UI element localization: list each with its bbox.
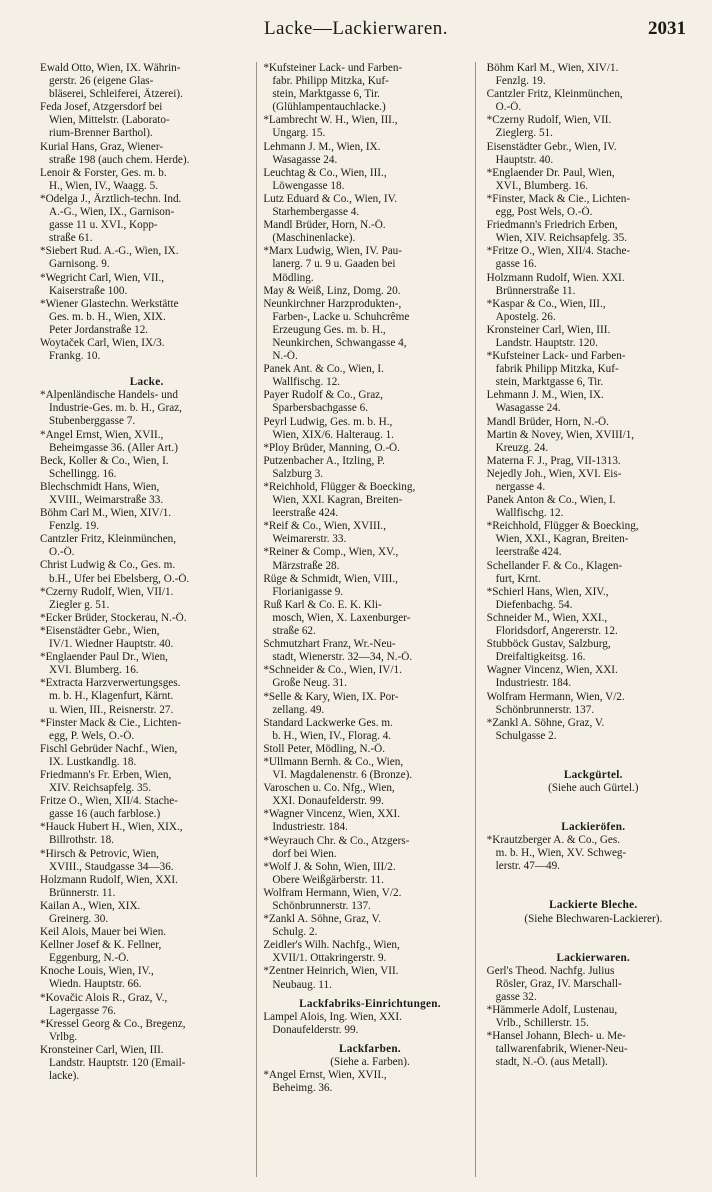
section-heading: Lackgürtel. — [563, 768, 623, 781]
listing-line: *Ecker Brüder, Stockerau, N.-Ö. — [40, 611, 187, 624]
listing-continuation: Ges. m. b. H., Wien, XIX. — [49, 310, 166, 323]
listing-continuation: Löwengasse 18. — [272, 179, 345, 192]
listing-continuation: b. H., Wien, IV., Florag. 4. — [272, 729, 392, 742]
section-heading: Lackierte Bleche. — [549, 899, 638, 912]
listing-line: *Schierl Hans, Wien, XIV., — [486, 585, 609, 598]
column-middle — [263, 62, 476, 1177]
column-divider — [475, 62, 476, 1177]
listing-line: Kurial Hans, Graz, Wiener- — [40, 140, 164, 153]
listing-continuation: Lagergasse 76. — [49, 1004, 116, 1017]
listing-continuation: u. Wien, III., Reisnerstr. 27. — [49, 703, 174, 716]
listing-line: Stubböck Gustav, Salzburg, — [486, 638, 611, 651]
cross-reference: (Siehe a. Farben). — [330, 1056, 410, 1069]
listing-line: *Krautzberger A. & Co., Ges. — [486, 834, 621, 847]
listing-continuation: Floridsdorf, Angererstr. 12. — [495, 625, 618, 638]
listing-continuation: gerstr. 26 (eigene Glas- — [49, 75, 154, 88]
listing-line: Leuchtag & Co., Wien, III., — [263, 166, 387, 179]
listing-continuation: Erzeugung Ges. m. b. H., — [272, 323, 386, 336]
listing-line: *Eisenstädter Gebr., Wien, — [40, 624, 160, 637]
listing-continuation: H., Wien, IV., Waagg. 5. — [49, 179, 158, 192]
listing-line: *Ullmann Bernh. & Co., Wien, — [263, 755, 404, 768]
listing-line: *Hirsch & Petrovic, Wien, — [40, 847, 159, 860]
listing-continuation: b.H., Ufer bei Ebelsberg, O.-Ö. — [49, 572, 190, 585]
listing-line: *Reichhold, Flügger & Boecking, — [263, 481, 416, 493]
listing-continuation: gasse 32. — [495, 990, 537, 1003]
listing-continuation: XVII/1. Ottakringerstr. 9. — [272, 952, 387, 965]
listing-line: Peyrl Ludwig, Ges. m. b. H., — [263, 415, 393, 428]
listing-line: Schmutzhart Franz, Wr.-Neu- — [263, 638, 396, 651]
listing-continuation: Brünnerstr. 11. — [49, 886, 116, 899]
listing-line: Böhm Carl M., Wien, XIV/1. — [40, 507, 172, 520]
spacer — [487, 926, 700, 939]
listing-line: Payer Rudolf & Co., Graz, — [263, 389, 383, 402]
listing-continuation: XVIII., Weimarstraße 33. — [49, 494, 164, 506]
listing-continuation: nergasse 4. — [495, 481, 546, 493]
listing-line: Beck, Koller & Co., Wien, I. — [40, 454, 169, 467]
listing-line: *Weyrauch Chr. & Co., Atzgers- — [263, 834, 410, 847]
listing-continuation: Stubenberggasse 7. — [49, 415, 136, 428]
listing-line: Panek Anton & Co., Wien, I. — [486, 494, 616, 507]
listing-continuation: Peter Jordanstraße 12. — [49, 323, 149, 336]
listing-continuation: Landstr. Hauptstr. 120. — [495, 336, 598, 349]
listing-continuation: XVI. Blumberg. 16. — [49, 664, 139, 677]
section-heading: Lacke. — [129, 376, 164, 389]
listing-continuation: Zieglerg. 51. — [495, 127, 553, 140]
listing-continuation: Neunkirchen, Schwangasse 4, — [272, 336, 407, 349]
listing-continuation: egg, P. Wels, O.-Ö. — [49, 729, 135, 742]
spacer — [487, 939, 700, 952]
listing-continuation: straße 61. — [49, 232, 93, 245]
listing-line: *Wiener Glastechn. Werkstätte — [40, 297, 179, 310]
listing-line: *Selle & Kary, Wien, IX. Por- — [263, 690, 399, 703]
listing-continuation: Industriestr. 184. — [495, 677, 572, 690]
listing-continuation: XXI. Donaufelderstr. 99. — [272, 795, 384, 808]
listing-continuation: Frankg. 10. — [49, 350, 101, 363]
listing-line: Cantzler Fritz, Kleinmünchen, — [40, 533, 177, 546]
listing-continuation: Schulgasse 2. — [495, 729, 557, 742]
cross-reference: (Siehe Blechwaren-Lackierer). — [524, 912, 663, 925]
listing-line: *Angel Ernst, Wien, XVII., — [40, 428, 164, 441]
listing-continuation: (Maschinenlacke). — [272, 232, 356, 245]
listing-continuation: XVI., Blumberg. 16. — [495, 179, 589, 192]
listing-line: Gerl's Theod. Nachfg. Julius — [486, 964, 615, 977]
listing-line: *Kufsteiner Lack- und Farben- — [486, 350, 626, 363]
listing-line: *Finster, Mack & Cie., Lichten- — [486, 192, 631, 205]
section-heading: Lackieröfen. — [561, 821, 626, 834]
listing-continuation: O.-Ö. — [495, 101, 522, 114]
listing-line: *Zentner Heinrich, Wien, VII. — [263, 965, 399, 978]
listing-continuation: Apostelg. 26. — [495, 310, 556, 323]
listing-line: *Extracta Harzverwertungsges. — [40, 677, 181, 690]
listing-continuation: bläserei, Schleiferei, Ätzerei). — [49, 88, 183, 101]
section-heading: Lackierwaren. — [556, 951, 631, 964]
listing-continuation: Landstr. Hauptstr. 120 (Email- — [49, 1057, 186, 1070]
listing-line: Holzmann Rudolf, Wien. XXI. — [486, 271, 625, 284]
listing-line: Zeidler's Wilh. Nachfg., Wien, — [263, 939, 400, 952]
listing-line: May & Weiß, Linz, Domg. 20. — [263, 284, 401, 297]
listing-continuation: Eggenburg, N.-Ö. — [49, 952, 129, 965]
listing-continuation: Hauptstr. 40. — [495, 153, 554, 166]
listing-line: Woytaček Carl, Wien, IX/3. — [40, 336, 165, 349]
listing-continuation: Wallfischg. 12. — [272, 376, 341, 389]
listing-continuation: Märzstraße 28. — [272, 559, 340, 572]
listing-continuation: Sparbersbachgasse 6. — [272, 402, 369, 415]
listing-continuation: Weimarerstr. 33. — [272, 533, 347, 546]
listing-continuation: stein, Marktgasse 6, Tir. — [272, 88, 380, 101]
spacer — [487, 808, 700, 821]
listing-continuation: stadt, N.-Ö. (aus Metall). — [495, 1056, 608, 1069]
section-heading: Lackfarben. — [338, 1042, 402, 1055]
listing-continuation: Vrlb., Schillerstr. 15. — [495, 1017, 589, 1030]
listing-continuation: Große Neug. 31. — [272, 677, 347, 690]
spacer — [487, 756, 700, 769]
spacer — [487, 743, 700, 756]
listing-line: Holzmann Rudolf, Wien, XXI. — [40, 873, 178, 886]
listing-continuation: Dreifaltigkeitsg. 16. — [495, 651, 586, 664]
listing-line: *Czerny Rudolf, Wien, VII/1. — [40, 585, 174, 598]
listing-line: Cantzler Fritz, Kleinmünchen, — [486, 88, 623, 101]
listing-continuation: rium-Brenner Barthol). — [49, 127, 153, 140]
listing-continuation: A.-G., Wien, IX., Garnison- — [49, 206, 175, 219]
listing-line: Materna F. J., Prag, VII-1313. — [486, 454, 621, 467]
listing-line: Kellner Josef & K. Fellner, — [40, 939, 162, 952]
spacer — [487, 873, 700, 886]
listing-continuation: Fenzlg. 19. — [49, 520, 100, 533]
listing-continuation: Salzburg 3. — [272, 467, 324, 480]
listing-continuation: Fenzlg. 19. — [495, 75, 546, 88]
listing-line: Böhm Karl M., Wien, XIV/1. — [486, 62, 619, 74]
listing-line: Wolfram Hermann, Wien, V/2. — [263, 886, 402, 899]
listing-line: *Zankl A. Söhne, Graz, V. — [263, 913, 381, 926]
listing-continuation: Schönbrunnerstr. 137. — [495, 703, 595, 716]
listing-line: Wagner Vincenz, Wien, XXI. — [486, 664, 618, 677]
page-number: 2031 — [648, 18, 686, 39]
listing-line: Ruß Karl & Co. E. K. Kli- — [263, 598, 382, 611]
listing-line: *Lambrecht W. H., Wien, III., — [263, 114, 398, 127]
listing-line: Lehmann J. M., Wien, IX. — [263, 140, 381, 153]
listing-continuation: lanerg. 7 u. 9 u. Gaaden bei — [272, 258, 396, 271]
listing-continuation: Schönbrunnerstr. 137. — [272, 900, 371, 912]
spacer — [40, 363, 253, 376]
listing-continuation: Diefenbachg. 54. — [495, 598, 573, 611]
listing-line: Lehmann J. M., Wien, IX. — [486, 389, 604, 402]
listing-line: *Fritze O., Wien, XII/4. Stache- — [486, 245, 631, 258]
listing-line: *Alpenländische Handels- und — [40, 389, 178, 402]
section-heading: Lackfabriks-Einrichtungen. — [299, 997, 441, 1010]
listing-continuation: IX. Lustkandlg. 18. — [49, 755, 137, 768]
listing-continuation: Wasagasse 24. — [272, 153, 338, 166]
listing-continuation: N.-Ö. — [272, 350, 298, 363]
listing-line: Blechschmidt Hans, Wien, — [40, 480, 160, 493]
listing-continuation: Wiedn. Hauptstr. 66. — [49, 978, 142, 991]
listing-continuation: Wasagasse 24. — [495, 402, 561, 415]
listing-line: Friedmann's Friedrich Erben, — [486, 219, 618, 232]
cross-reference: (Siehe auch Gürtel.) — [548, 781, 639, 794]
column-left — [40, 62, 253, 1177]
listing-line: Christ Ludwig & Co., Ges. m. — [40, 559, 176, 572]
listing-line: *Kressel Georg & Co., Bregenz, — [40, 1017, 186, 1030]
listing-continuation: stein, Marktgasse 6, Tir. — [495, 376, 604, 389]
listing-continuation: Wien, XXI. Kagran, Breiten- — [272, 494, 403, 507]
listing-line: Putzenbacher A., Itzling, P. — [263, 454, 385, 467]
listing-line: Ewald Otto, Wien, IX. Währin- — [40, 62, 181, 74]
listing-continuation: XIV. Reichsapfelg. 35. — [49, 782, 152, 795]
page-title: Lacke—Lackierwaren. — [263, 18, 449, 39]
listing-continuation: Obere Weißgärberstr. 11. — [272, 873, 384, 886]
listing-line: Panek Ant. & Co., Wien, I. — [263, 363, 384, 376]
listing-line: Friedmann's Fr. Erben, Wien, — [40, 768, 172, 781]
listing-continuation: Kreuzg. 24. — [495, 441, 549, 454]
listing-line: Schellander F. & Co., Klagen- — [486, 559, 623, 572]
listing-continuation: Wien, Mittelstr. (Laborato- — [49, 114, 170, 127]
listing-continuation: mosch, Wien, X. Laxenburger- — [272, 611, 411, 624]
listing-continuation: Wien, XXI., Kagran, Breiten- — [495, 533, 629, 546]
listing-continuation: IV/1. Wiedner Hauptstr. 40. — [49, 638, 174, 651]
listing-line: *Finster Mack & Cie., Lichten- — [40, 716, 182, 729]
listing-continuation: m. b. H., Klagenfurt, Kärnt. — [49, 690, 174, 703]
listing-continuation: Beheimgasse 36. (Aller Art.) — [49, 441, 178, 454]
listing-continuation: furt, Krnt. — [495, 572, 541, 585]
listing-line: Wolfram Hermann, Wien, V/2. — [486, 690, 625, 703]
listing-line: Rüge & Schmidt, Wien, VIII., — [263, 572, 398, 585]
spacer — [487, 795, 700, 808]
listing-line: Lampel Alois, Ing. Wien, XXI. — [263, 1010, 402, 1023]
listing-continuation: Rösler, Graz, IV. Marschall- — [495, 977, 622, 990]
listing-continuation: Ziegler g. 51. — [49, 598, 110, 611]
listing-line: *Angel Ernst, Wien, XVII., — [263, 1069, 387, 1082]
listing-line: Keil Alois, Mauer bei Wien. — [40, 926, 167, 939]
listing-continuation: stadt, Wienerstr. 32—34, N.-Ö. — [272, 651, 413, 664]
listing-line: *Englaender Dr. Paul, Wien, — [486, 166, 615, 179]
listing-line: *Hansel Johann, Blech- u. Me- — [486, 1030, 626, 1043]
listing-continuation: fabrik Philipp Mitzka, Kuf- — [495, 363, 619, 376]
listing-line: Knoche Louis, Wien, IV., — [40, 965, 154, 978]
listing-line: Kronsteiner Carl, Wien, III. — [40, 1043, 164, 1056]
listing-continuation: Florianigasse 9. — [272, 585, 344, 598]
listing-line: *Reichhold, Flügger & Boecking, — [486, 520, 639, 533]
listing-continuation: Industrie-Ges. m. b. H., Graz, — [49, 402, 182, 415]
listing-line: Nejedly Joh., Wien, XVI. Eis- — [486, 467, 622, 480]
listing-line: *Hämmerle Adolf, Lustenau, — [486, 1004, 618, 1016]
listing-line: Eisenstädter Gebr., Wien, IV. — [486, 140, 617, 153]
listing-line: Schneider M., Wien, XXI., — [486, 611, 608, 624]
listing-continuation: Billrothstr. 18. — [49, 834, 114, 847]
listing-continuation: O.-Ö. — [49, 546, 75, 559]
listing-continuation: Donaufelderstr. 99. — [272, 1023, 359, 1036]
listing-line: Feda Josef, Atzgersdorf bei — [40, 101, 163, 114]
listing-line: *Marx Ludwig, Wien, IV. Pau- — [263, 245, 402, 258]
listing-line: Mandl Brüder, Horn, N.-Ö. — [263, 219, 386, 232]
listing-continuation: dorf bei Wien. — [272, 847, 337, 860]
listing-continuation: Neubaug. 11. — [272, 978, 332, 991]
listing-continuation: Wien, XIV. Reichsapfelg. 35. — [495, 232, 628, 245]
listing-continuation: Greinerg. 30. — [49, 913, 109, 925]
listing-continuation: (Glühlampentauchlacke.) — [272, 101, 386, 114]
listing-line: *Englaender Paul Dr., Wien, — [40, 651, 168, 664]
listing-line: *Odelga J., Ärztlich-techn. Ind. — [40, 192, 182, 205]
listing-continuation: Garnisong. 9. — [49, 258, 110, 271]
listing-continuation: gasse 16. — [495, 258, 537, 271]
spacer — [487, 886, 700, 899]
listing-continuation: leerstraße 424. — [495, 546, 562, 559]
listing-line: Standard Lackwerke Ges. m. — [263, 716, 393, 729]
listing-continuation: Wallfischg. 12. — [495, 507, 564, 520]
listing-continuation: fabr. Philipp Mitzka, Kuf- — [272, 75, 389, 88]
listing-continuation: Schellingg. 16. — [49, 467, 117, 480]
listing-continuation: tallwarenfabrik, Wiener-Neu- — [495, 1043, 628, 1056]
listing-line: *Wagner Vincenz, Wien, XXI. — [263, 808, 401, 821]
listing-line: Martin & Novey, Wien, XVIII/1, — [486, 428, 635, 441]
listing-line: *Schneider & Co., Wien, IV/1. — [263, 664, 402, 677]
listing-continuation: zellang. 49. — [272, 703, 325, 716]
listing-line: Fischl Gebrüder Nachf., Wien, — [40, 742, 178, 755]
listing-line: *Kaspar & Co., Wien, III., — [486, 297, 606, 310]
listing-continuation: Wien, XIX/6. Halteraug. 1. — [272, 428, 394, 441]
listing-line: *Czerny Rudolf, Wien, VII. — [486, 114, 612, 127]
listing-continuation: leerstraße 424. — [272, 507, 339, 520]
listing-continuation: Mödling. — [272, 271, 314, 284]
listing-continuation: Industriestr. 184. — [272, 821, 348, 834]
listing-continuation: Brünnerstraße 11. — [495, 284, 576, 297]
listing-continuation: m. b. H., Wien, XV. Schweg- — [495, 847, 627, 860]
listing-continuation: Beheimg. 36. — [272, 1082, 333, 1095]
listing-continuation: straße 198 (auch chem. Herde). — [49, 153, 190, 166]
listing-continuation: VI. Magdalenenstr. 6 (Bronze). — [272, 769, 413, 782]
listing-continuation: XVIII., Staudgasse 34—36. — [49, 860, 174, 873]
listing-line: *Hauck Hubert H., Wien, XIX., — [40, 821, 183, 834]
listing-line: *Siebert Rud. A.-G., Wien, IX. — [40, 245, 179, 258]
listing-line: Lenoir & Forster, Ges. m. b. — [40, 166, 167, 179]
listing-line: *Kufsteiner Lack- und Farben- — [263, 62, 403, 74]
listing-line: *Reif & Co., Wien, XVIII., — [263, 520, 387, 533]
listing-continuation: lacke). — [49, 1070, 80, 1083]
listing-line: Varoschen u. Co. Nfg., Wien, — [263, 782, 395, 795]
listing-line: *Kovačic Alois R., Graz, V., — [40, 991, 168, 1004]
listing-line: Kailan A., Wien, XIX. — [40, 899, 141, 912]
listing-line: *Wegricht Carl, Wien, VII., — [40, 271, 165, 284]
listing-line: Stoll Peter, Mödling, N.-Ö. — [263, 742, 386, 755]
listing-line: Lutz Eduard & Co., Wien, IV. — [263, 192, 398, 205]
listing-continuation: Ungarg. 15. — [272, 127, 326, 140]
column-divider — [256, 62, 257, 1177]
listing-line: *Reiner & Comp., Wien, XV., — [263, 546, 399, 559]
listing-continuation: gasse 16 (auch farblose.) — [49, 808, 161, 821]
listing-continuation: gasse 11 u. XVI., Kopp- — [49, 219, 158, 232]
listing-continuation: straße 62. — [272, 625, 316, 638]
listing-continuation: egg, Post Wels, O.-Ö. — [495, 206, 593, 219]
column-right — [487, 62, 700, 1177]
listing-line: Fritze O., Wien, XII/4. Stache- — [40, 795, 178, 808]
listing-continuation: Schulg. 2. — [272, 926, 318, 939]
listing-line: *Wolf J. & Sohn, Wien, III/2. — [263, 860, 396, 873]
listing-line: *Zankl A. Söhne, Graz, V. — [486, 716, 605, 729]
listing-line: *Ploy Brüder, Manning, O.-Ö. — [263, 441, 400, 454]
listing-continuation: Vrlbg. — [49, 1030, 78, 1043]
listing-continuation: Farben-, Lacke u. Schuhcrême — [272, 310, 410, 323]
directory-columns — [40, 62, 700, 1177]
listing-line: Kronsteiner Carl, Wien, III. — [486, 323, 611, 336]
listing-line: Mandl Brüder, Horn, N.-Ö. — [486, 415, 609, 428]
listing-continuation: Starhembergasse 4. — [272, 206, 360, 219]
listing-line: Neunkirchner Harzprodukten-, — [263, 297, 402, 310]
listing-continuation: lerstr. 47—49. — [495, 860, 560, 873]
page-header — [0, 18, 712, 44]
listing-continuation: Kaiserstraße 100. — [49, 284, 128, 297]
